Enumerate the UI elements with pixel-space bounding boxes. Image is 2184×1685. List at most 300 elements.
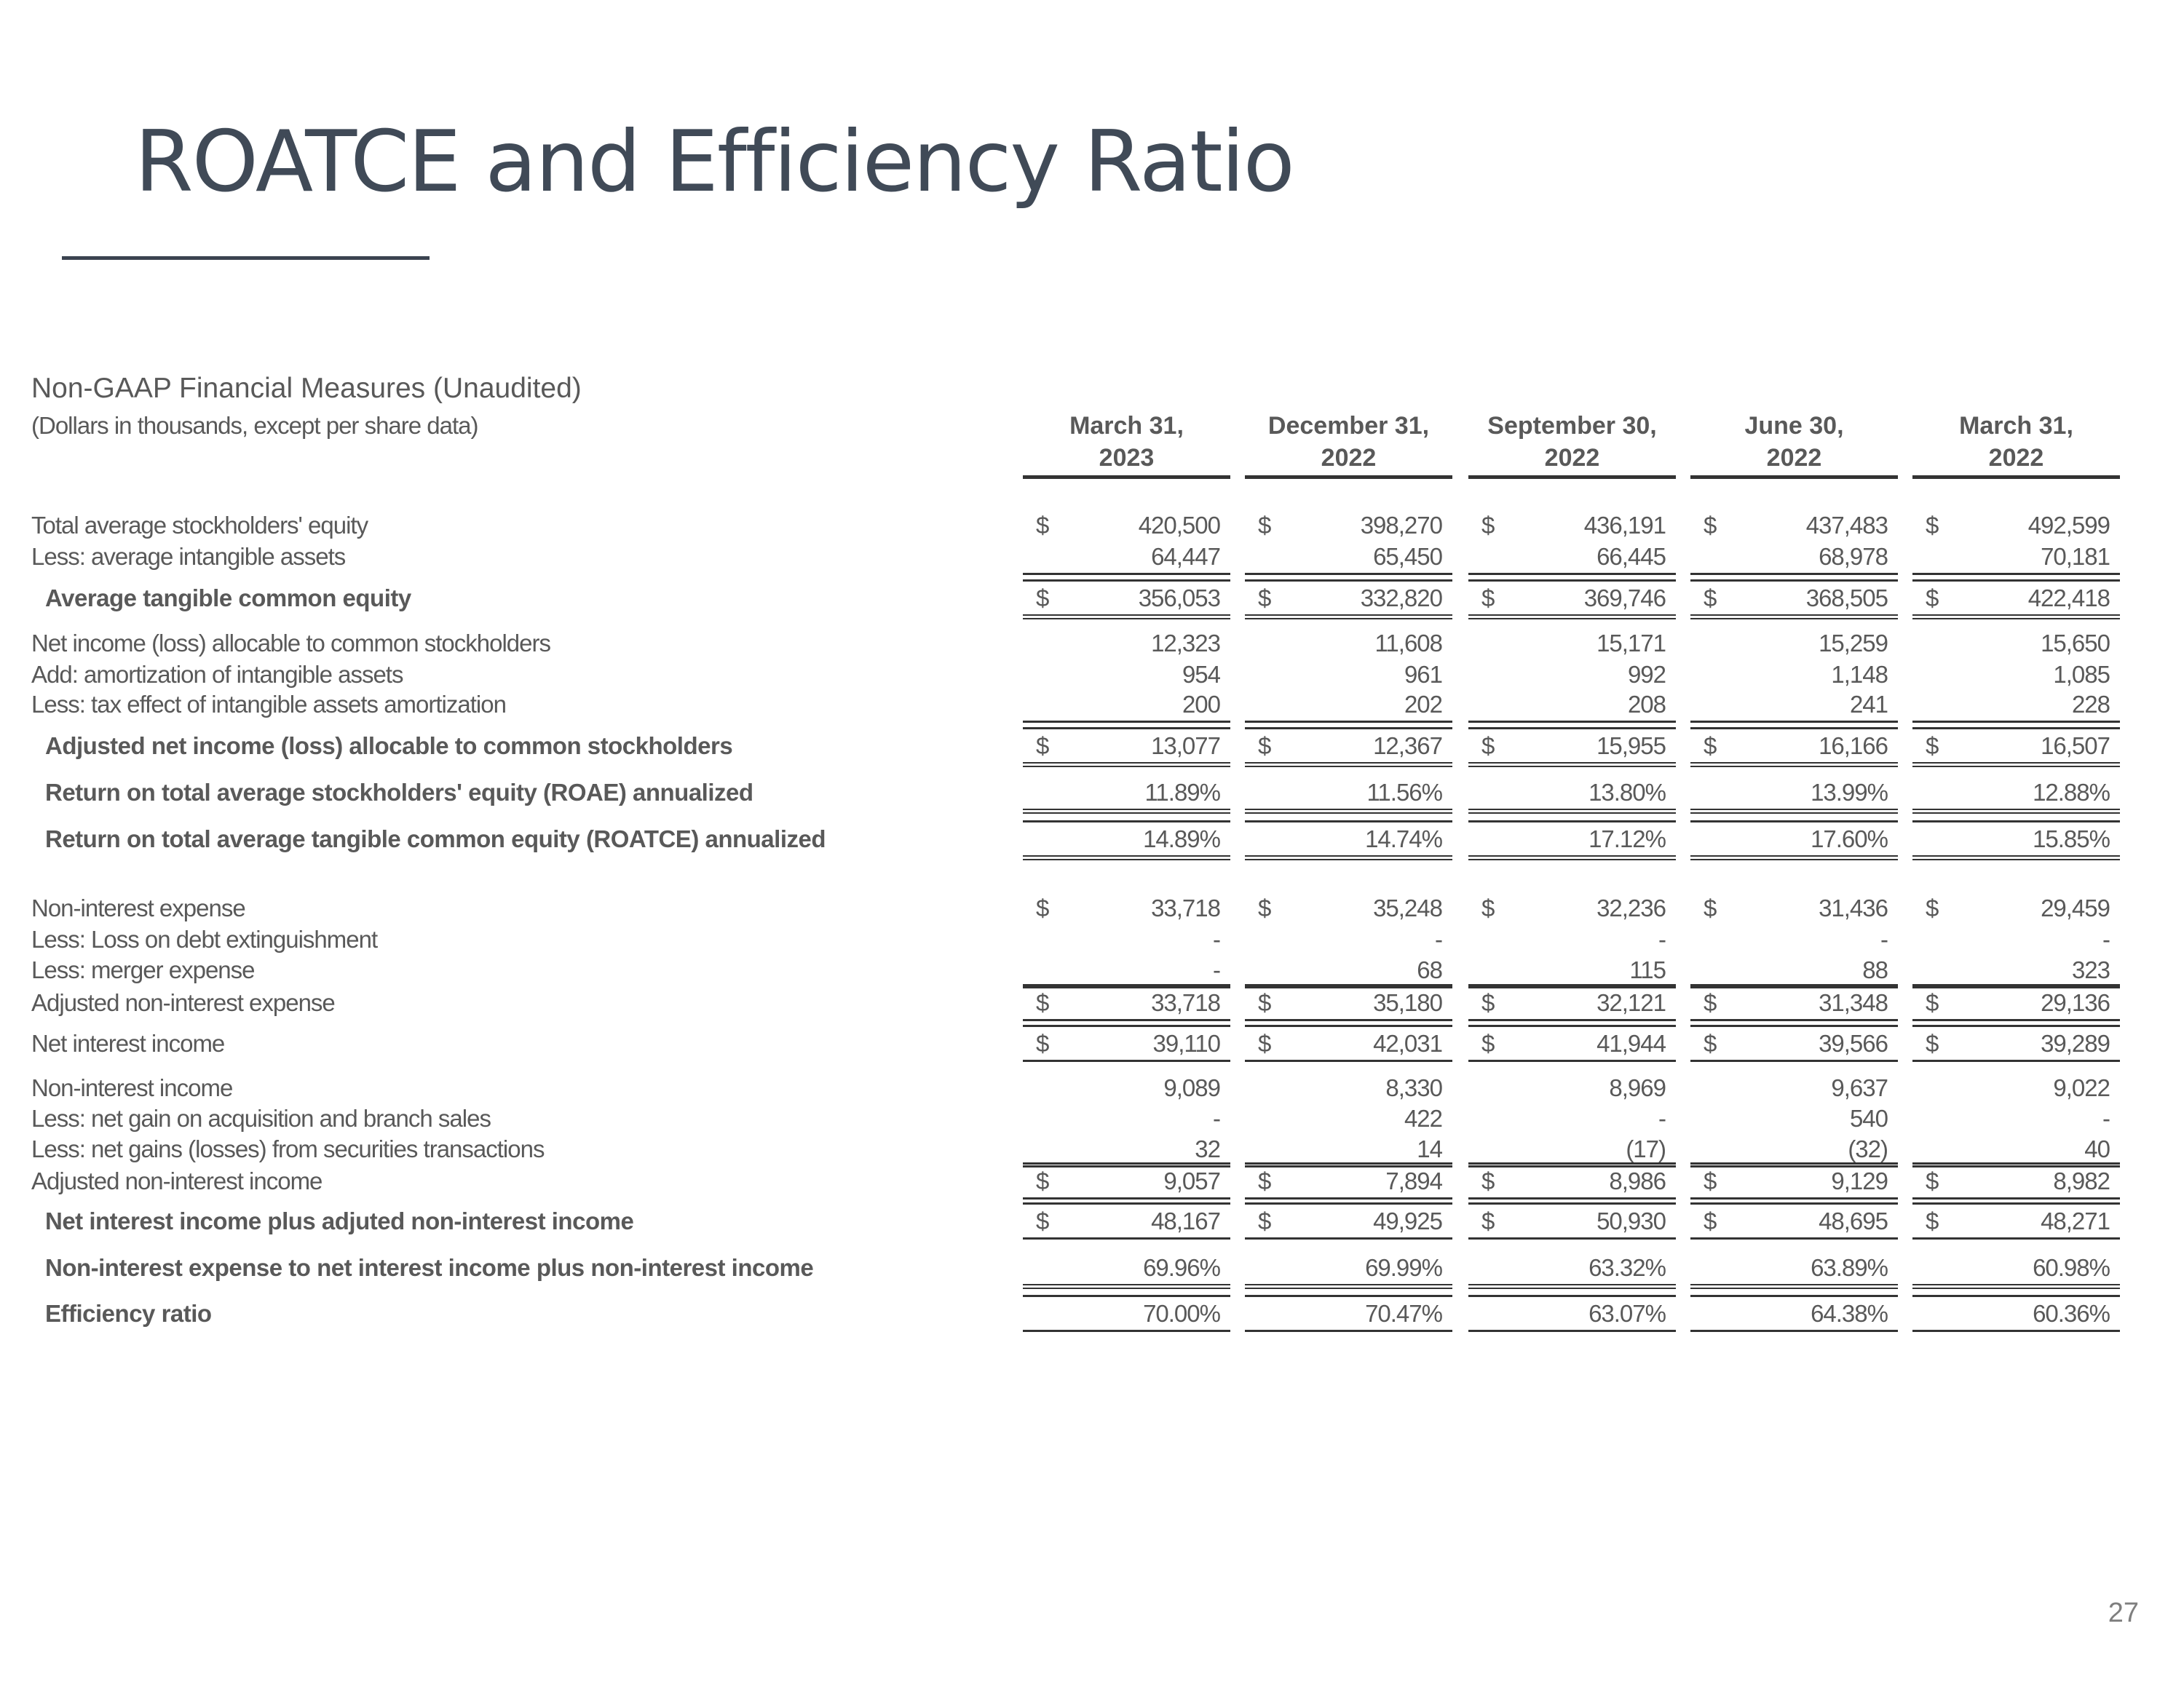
cell-value: (32) (1848, 1135, 1888, 1162)
dollar-sign: $ (1926, 732, 1939, 759)
column-header-year: 2022 (1544, 444, 1600, 472)
cell-value: 9,057 (1163, 1167, 1220, 1194)
cell-value: 16,507 (2041, 732, 2110, 759)
table-cell (1690, 1072, 1898, 1104)
dollar-sign: $ (1926, 1167, 1939, 1194)
rule-line (1245, 1202, 1452, 1205)
table-cell (1468, 730, 1676, 767)
table-cell (1912, 987, 2120, 1021)
cell-value: 64,447 (1151, 543, 1220, 570)
table-cell (1912, 510, 2120, 542)
dollar-sign: $ (1036, 895, 1050, 921)
cell-value: 9,129 (1831, 1167, 1888, 1194)
table-cell (1245, 892, 1452, 924)
row-label: Return on total average stockholders' equity (ROAE) annualized (45, 779, 753, 806)
dollar-sign: $ (1704, 895, 1717, 921)
column-header-year: 2023 (1099, 444, 1155, 472)
dollar-sign: $ (1704, 1030, 1717, 1057)
dollar-sign: $ (1704, 512, 1717, 539)
table-row (0, 730, 2184, 762)
table-cell (1023, 1205, 1230, 1240)
table-cell (1912, 1252, 2120, 1289)
table-cell (1023, 1165, 1230, 1200)
table-cell (1690, 659, 1898, 691)
cell-value: 15,955 (1597, 732, 1666, 759)
rule-line (1023, 727, 1230, 729)
table-row (0, 1103, 2184, 1135)
table-cell (1690, 823, 1898, 860)
table-cell (1468, 954, 1676, 988)
table-cell (1468, 892, 1676, 924)
rule-line (1023, 1202, 1230, 1205)
cell-value: 356,053 (1138, 584, 1220, 611)
rule-line (1912, 1162, 2120, 1165)
column-header (1245, 410, 1452, 479)
rule-line (1690, 1202, 1898, 1205)
table-cell (1245, 1298, 1452, 1332)
cell-value: 961 (1404, 661, 1442, 688)
rule-line (1912, 1202, 2120, 1205)
dollar-sign: $ (1036, 1030, 1050, 1057)
cell-value: 88 (1862, 956, 1888, 983)
table-cell (1468, 659, 1676, 691)
dollar-sign: $ (1926, 895, 1939, 921)
table-cell (1690, 777, 1898, 814)
cell-value: 50,930 (1597, 1208, 1666, 1234)
row-label: Non-interest income (31, 1074, 233, 1101)
rule-line (1023, 820, 1230, 822)
table-cell (1912, 1103, 2120, 1135)
cell-value: 32,236 (1597, 895, 1666, 921)
table-cell (1245, 730, 1452, 767)
table-cell (1912, 1205, 2120, 1240)
dollar-sign: $ (1704, 732, 1717, 759)
rule-line (1912, 727, 2120, 729)
cell-value: 66,445 (1597, 543, 1666, 570)
table-cell (1912, 730, 2120, 767)
column-header-period: March 31, (1959, 412, 2073, 440)
cell-value: 32,121 (1597, 989, 1666, 1016)
table-cell (1912, 777, 2120, 814)
cell-value: 63.07% (1588, 1300, 1666, 1327)
dollar-sign: $ (1704, 989, 1717, 1016)
table-cell (1690, 892, 1898, 924)
cell-value: 437,483 (1805, 512, 1888, 539)
table-row (0, 659, 2184, 691)
rule-line (1690, 984, 1898, 986)
cell-value: - (1213, 926, 1220, 953)
row-label: Return on total average tangible common equity (ROATCE) annualized (45, 825, 826, 852)
table-cell (1245, 1205, 1452, 1240)
dollar-sign: $ (1258, 732, 1272, 759)
row-label: Non-interest expense (31, 895, 245, 921)
dollar-sign: $ (1258, 895, 1272, 921)
dollar-sign: $ (1258, 1167, 1272, 1194)
table-cell (1245, 510, 1452, 542)
table-cell (1023, 659, 1230, 691)
dollar-sign: $ (1258, 584, 1272, 611)
table-cell (1468, 1103, 1676, 1135)
dollar-sign: $ (1704, 584, 1717, 611)
column-header (1912, 410, 2120, 479)
dollar-sign: $ (1481, 512, 1495, 539)
row-label: Average tangible common equity (45, 584, 411, 611)
cell-value: 368,505 (1805, 584, 1888, 611)
table-row (0, 987, 2184, 1019)
table-row (0, 1252, 2184, 1284)
table-cell (1912, 541, 2120, 575)
table-row (0, 924, 2184, 956)
table-cell (1468, 1205, 1676, 1240)
cell-value: 70.47% (1365, 1300, 1442, 1327)
cell-value: 68,978 (1819, 543, 1888, 570)
table-cell (1690, 924, 1898, 956)
dollar-sign: $ (1926, 1030, 1939, 1057)
table-cell (1468, 823, 1676, 860)
table-cell (1468, 987, 1676, 1021)
table-cell (1690, 1103, 1898, 1135)
cell-value: 48,271 (2041, 1208, 2110, 1234)
rule-line (1912, 579, 2120, 582)
column-header-period: June 30, (1744, 412, 1844, 440)
cell-value: 12,367 (1373, 732, 1442, 759)
row-label: Non-interest expense to net interest income plus non-interest income (45, 1254, 814, 1281)
table-cell (1023, 582, 1230, 619)
rule-line (1245, 579, 1452, 582)
table-row (0, 1298, 2184, 1330)
table-cell (1468, 1252, 1676, 1289)
row-label: Net income (loss) allocable to common stockholders (31, 630, 550, 657)
table-cell (1023, 892, 1230, 924)
rule-line (1912, 820, 2120, 822)
cell-value: 7,894 (1385, 1167, 1442, 1194)
cell-value: 11.56% (1366, 779, 1442, 806)
column-header-year: 2022 (1321, 444, 1377, 472)
table-cell (1245, 541, 1452, 575)
cell-value: 35,180 (1373, 989, 1442, 1016)
table-row (0, 1165, 2184, 1197)
cell-value: 31,436 (1819, 895, 1888, 921)
table-cell (1690, 1205, 1898, 1240)
row-label: Less: Loss on debt extinguishment (31, 926, 378, 953)
cell-value: 9,022 (2053, 1074, 2110, 1101)
cell-value: 14 (1417, 1135, 1442, 1162)
cell-value: 39,566 (1819, 1030, 1888, 1057)
rule-line (1245, 984, 1452, 986)
table-cell (1690, 510, 1898, 542)
cell-value: 60.36% (2033, 1300, 2110, 1327)
table-cell (1690, 582, 1898, 619)
cell-value: 65,450 (1373, 543, 1442, 570)
cell-value: 228 (2071, 691, 2110, 718)
table-row (0, 510, 2184, 542)
cell-value: 31,348 (1819, 989, 1888, 1016)
table-cell (1245, 954, 1452, 988)
row-label: Less: net gains (losses) from securities transactions (31, 1135, 545, 1162)
cell-value: 200 (1182, 691, 1220, 718)
cell-value: 64.38% (1811, 1300, 1888, 1327)
table-cell (1690, 541, 1898, 575)
table-cell (1023, 730, 1230, 767)
rule-line (1468, 820, 1676, 822)
cell-value: 8,330 (1385, 1074, 1442, 1101)
table-cell (1690, 1252, 1898, 1289)
rule-line (1468, 1202, 1676, 1205)
table-cell (1023, 1252, 1230, 1289)
rule-line (1912, 1295, 2120, 1297)
table-cell (1245, 1028, 1452, 1062)
table-cell (1912, 823, 2120, 860)
cell-value: - (2102, 926, 2110, 953)
cell-value: 12,323 (1151, 630, 1220, 657)
column-header (1468, 410, 1676, 479)
row-label: Add: amortization of intangible assets (31, 661, 403, 688)
cell-value: 8,986 (1609, 1167, 1666, 1194)
cell-value: - (1213, 1105, 1220, 1132)
row-label: Net interest income (31, 1030, 225, 1057)
row-label: Adjusted non-interest income (31, 1167, 323, 1194)
cell-value: 49,925 (1373, 1208, 1442, 1234)
dollar-sign: $ (1258, 1208, 1272, 1234)
table-row (0, 892, 2184, 924)
table-cell (1023, 541, 1230, 575)
rule-line (1690, 820, 1898, 822)
rule-line (1468, 984, 1676, 986)
table-cell (1912, 1028, 2120, 1062)
rule-line (1912, 1025, 2120, 1027)
table-cell (1245, 627, 1452, 659)
table-row (0, 1133, 2184, 1165)
row-label: Less: merger expense (31, 956, 255, 983)
row-label: Less: average intangible assets (31, 543, 346, 570)
title-underline (62, 256, 430, 260)
table-cell (1023, 1298, 1230, 1332)
dollar-sign: $ (1036, 732, 1050, 759)
table-row (0, 823, 2184, 855)
row-label: Efficiency ratio (45, 1300, 212, 1327)
dollar-sign: $ (1481, 584, 1495, 611)
cell-value: 68 (1417, 956, 1442, 983)
table-cell (1245, 1165, 1452, 1200)
cell-value: 492,599 (2027, 512, 2110, 539)
table-cell (1690, 1298, 1898, 1332)
table-cell (1023, 777, 1230, 814)
cell-value: - (2102, 1105, 2110, 1132)
dollar-sign: $ (1258, 989, 1272, 1016)
rule-line (1690, 727, 1898, 729)
cell-value: 33,718 (1151, 895, 1220, 921)
cell-value: 954 (1182, 661, 1220, 688)
rule-line (1023, 1162, 1230, 1165)
rule-line (1690, 1162, 1898, 1165)
table-cell (1690, 1165, 1898, 1200)
table-cell (1912, 582, 2120, 619)
cell-value: - (1213, 956, 1220, 983)
cell-value: 12.88% (2033, 779, 2110, 806)
cell-value: 332,820 (1360, 584, 1442, 611)
cell-value: 14.74% (1365, 825, 1442, 852)
table-row (0, 1205, 2184, 1237)
rule-line (1468, 727, 1676, 729)
dollar-sign: $ (1704, 1167, 1717, 1194)
table-cell (1912, 892, 2120, 924)
cell-value: 323 (2071, 956, 2110, 983)
table-cell (1690, 1028, 1898, 1062)
slide-title: ROATCE and Efficiency Ratio (135, 113, 1294, 211)
row-label: Less: tax effect of intangible assets amortization (31, 691, 506, 718)
table-cell (1912, 689, 2120, 723)
table-subheading: (Dollars in thousands, except per share data) (31, 412, 478, 439)
cell-value: 992 (1627, 661, 1666, 688)
column-header (1023, 410, 1230, 479)
table-cell (1468, 1298, 1676, 1332)
rule-line (1245, 1295, 1452, 1297)
dollar-sign: $ (1926, 512, 1939, 539)
table-cell (1690, 689, 1898, 723)
cell-value: 15,171 (1597, 630, 1666, 657)
table-cell (1245, 924, 1452, 956)
cell-value: 422,418 (2027, 584, 2110, 611)
table-cell (1023, 627, 1230, 659)
cell-value: 29,136 (2041, 989, 2110, 1016)
table-cell (1468, 777, 1676, 814)
table-cell (1245, 777, 1452, 814)
table-row (0, 1028, 2184, 1060)
dollar-sign: $ (1481, 989, 1495, 1016)
table-cell (1468, 541, 1676, 575)
cell-value: 63.89% (1811, 1254, 1888, 1281)
row-label: Adjusted net income (loss) allocable to common stockholders (45, 732, 733, 759)
table-cell (1245, 823, 1452, 860)
rule-line (1245, 1162, 1452, 1165)
rule-line (1245, 820, 1452, 822)
cell-value: 422 (1404, 1105, 1442, 1132)
table-cell (1023, 954, 1230, 988)
rule-line (1023, 1025, 1230, 1027)
table-cell (1023, 1072, 1230, 1104)
cell-value: 15,650 (2041, 630, 2110, 657)
table-cell (1468, 924, 1676, 956)
cell-value: 9,637 (1831, 1074, 1888, 1101)
table-cell (1245, 689, 1452, 723)
dollar-sign: $ (1481, 895, 1495, 921)
rule-line (1023, 1295, 1230, 1297)
table-cell (1468, 1072, 1676, 1104)
table-cell (1912, 659, 2120, 691)
cell-value: 69.99% (1365, 1254, 1442, 1281)
cell-value: 17.60% (1811, 825, 1888, 852)
dollar-sign: $ (1036, 1208, 1050, 1234)
cell-value: 1,148 (1831, 661, 1888, 688)
dollar-sign: $ (1036, 512, 1050, 539)
dollar-sign: $ (1481, 1030, 1495, 1057)
cell-value: 202 (1404, 691, 1442, 718)
table-cell (1468, 627, 1676, 659)
page-number: 27 (2108, 1598, 2139, 1628)
table-cell (1690, 627, 1898, 659)
cell-value: 369,746 (1583, 584, 1666, 611)
table-row (0, 627, 2184, 659)
cell-value: 14.89% (1143, 825, 1220, 852)
cell-value: - (1658, 926, 1666, 953)
cell-value: - (1435, 926, 1442, 953)
cell-value: 41,944 (1597, 1030, 1666, 1057)
table-cell (1690, 954, 1898, 988)
rule-line (1690, 1295, 1898, 1297)
dollar-sign: $ (1258, 512, 1272, 539)
dollar-sign: $ (1036, 584, 1050, 611)
table-cell (1912, 1165, 2120, 1200)
cell-value: 35,248 (1373, 895, 1442, 921)
table-cell (1245, 1103, 1452, 1135)
cell-value: 15.85% (2033, 825, 2110, 852)
cell-value: 39,289 (2041, 1030, 2110, 1057)
column-header-period: December 31, (1267, 412, 1430, 440)
cell-value: 42,031 (1373, 1030, 1442, 1057)
cell-value: 17.12% (1588, 825, 1666, 852)
rule-line (1468, 579, 1676, 582)
table-cell (1023, 689, 1230, 723)
cell-value: 420,500 (1138, 512, 1220, 539)
table-cell (1468, 1028, 1676, 1062)
cell-value: 241 (1849, 691, 1888, 718)
column-header-period: March 31, (1069, 412, 1184, 440)
cell-value: 48,695 (1819, 1208, 1888, 1234)
table-cell (1468, 1165, 1676, 1200)
rule-line (1912, 984, 2120, 986)
dollar-sign: $ (1926, 1208, 1939, 1234)
rule-line (1023, 984, 1230, 986)
table-row (0, 582, 2184, 614)
rule-line (1468, 1025, 1676, 1027)
rule-line (1690, 579, 1898, 582)
table-cell (1690, 987, 1898, 1021)
rule-line (1245, 1025, 1452, 1027)
cell-value: - (1880, 926, 1888, 953)
cell-value: 8,969 (1609, 1074, 1666, 1101)
table-cell (1023, 924, 1230, 956)
table-cell (1245, 1072, 1452, 1104)
rule-line (1468, 1162, 1676, 1165)
cell-value: 115 (1629, 956, 1666, 983)
table-cell (1245, 1252, 1452, 1289)
column-header (1690, 410, 1898, 479)
cell-value: 40 (2084, 1135, 2110, 1162)
cell-value: 13.99% (1811, 779, 1888, 806)
table-cell (1468, 582, 1676, 619)
cell-value: (17) (1626, 1135, 1666, 1162)
cell-value: 11,608 (1374, 630, 1442, 657)
cell-value: 33,718 (1151, 989, 1220, 1016)
table-cell (1245, 659, 1452, 691)
dollar-sign: $ (1258, 1030, 1272, 1057)
row-label: Total average stockholders' equity (31, 512, 368, 539)
table-cell (1912, 1298, 2120, 1332)
dollar-sign: $ (1481, 1167, 1495, 1194)
cell-value: 540 (1849, 1105, 1888, 1132)
row-label: Net interest income plus adjuted non-interest income (45, 1208, 634, 1234)
table-cell (1023, 1103, 1230, 1135)
cell-value: 63.32% (1588, 1254, 1666, 1281)
table-cell (1912, 627, 2120, 659)
dollar-sign: $ (1481, 1208, 1495, 1234)
cell-value: 1,085 (2053, 661, 2110, 688)
cell-value: 398,270 (1360, 512, 1442, 539)
table-row (0, 777, 2184, 809)
dollar-sign: $ (1926, 584, 1939, 611)
row-label: Less: net gain on acquisition and branch sales (31, 1105, 491, 1132)
table-row (0, 1072, 2184, 1104)
